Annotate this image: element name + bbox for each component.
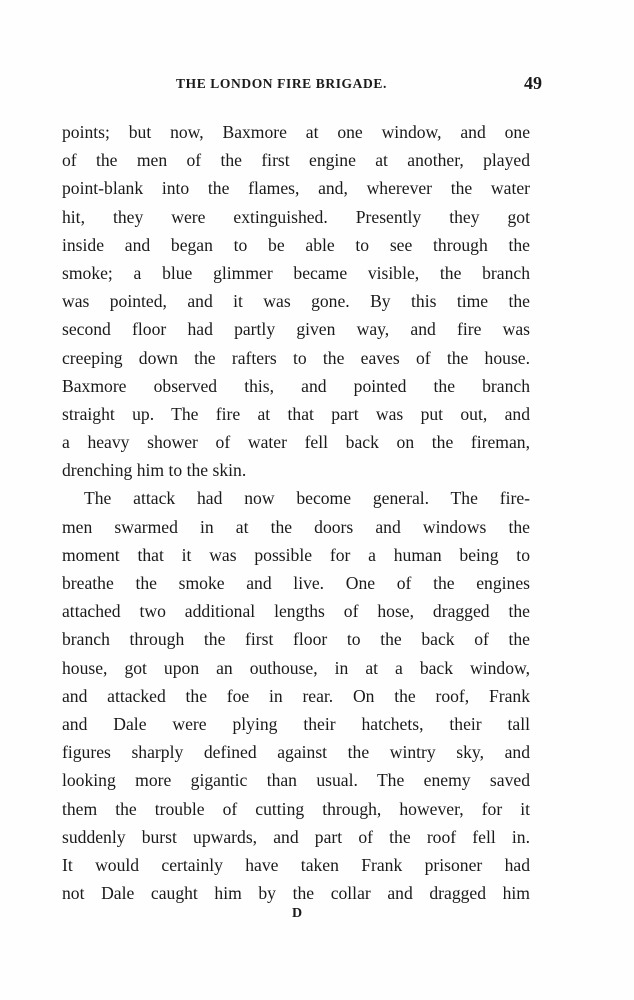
- text-line: not Dale caught him by the collar and dragged him: [62, 883, 530, 904]
- body-text: [62, 118, 530, 907]
- text-line: was pointed, and it was gone. By this time the: [62, 291, 530, 312]
- text-line: breathe the smoke and live. One of the engines: [62, 573, 530, 593]
- text-line: It would certainly have taken Frank prisoner had: [62, 854, 530, 875]
- text-line: point-blank into the flames, and, wherever the water: [62, 178, 530, 199]
- paragraph-end-line: drenching him to the skin.: [62, 460, 247, 481]
- text-line: inside and began to be able to see through the: [62, 234, 530, 255]
- text-line: men swarmed in at the doors and windows the: [62, 516, 530, 537]
- text-line: branch through the first floor to the back of the: [62, 629, 530, 650]
- text-line: of the men of the first engine at another, played: [62, 150, 530, 171]
- page-number: 49: [524, 73, 542, 93]
- running-head-title: THE LONDON FIRE BRIGADE.: [176, 76, 387, 91]
- text-line: straight up. The fire at that part was put out, and: [62, 403, 530, 424]
- text-line: and attacked the foe in rear. On the roof, Frank: [62, 685, 530, 706]
- running-head: [62, 73, 542, 100]
- text-line: and Dale were plying their hatchets, their tall: [62, 713, 530, 734]
- text-line: a heavy shower of water fell back on the fireman,: [62, 432, 530, 453]
- text-line: suddenly burst upwards, and part of the roof fell in.: [62, 826, 530, 847]
- text-line: Baxmore observed this, and pointed the branch: [62, 375, 530, 396]
- text-line: creeping down the rafters to the eaves of the house.: [62, 347, 530, 368]
- paragraph-first-line: The attack had now become general. The fire-: [84, 488, 530, 509]
- signature-mark: D: [292, 906, 303, 921]
- text-line: looking more gigantic than usual. The enemy saved: [62, 770, 530, 791]
- text-line: attached two additional lengths of hose, dragged the: [62, 601, 530, 622]
- text-line: points; but now, Baxmore at one window, and one: [62, 122, 530, 142]
- text-line: figures sharply defined against the wintry sky, and: [62, 742, 530, 763]
- text-line: hit, they were extinguished. Presently they got: [62, 206, 530, 227]
- text-line: moment that it was possible for a human being to: [62, 544, 530, 565]
- text-line: them the trouble of cutting through, however, for it: [62, 798, 530, 819]
- text-line: smoke; a blue glimmer became visible, the branch: [62, 262, 530, 283]
- text-line: second floor had partly given way, and fire was: [62, 319, 530, 340]
- text-line: house, got upon an outhouse, in at a back window,: [62, 657, 530, 678]
